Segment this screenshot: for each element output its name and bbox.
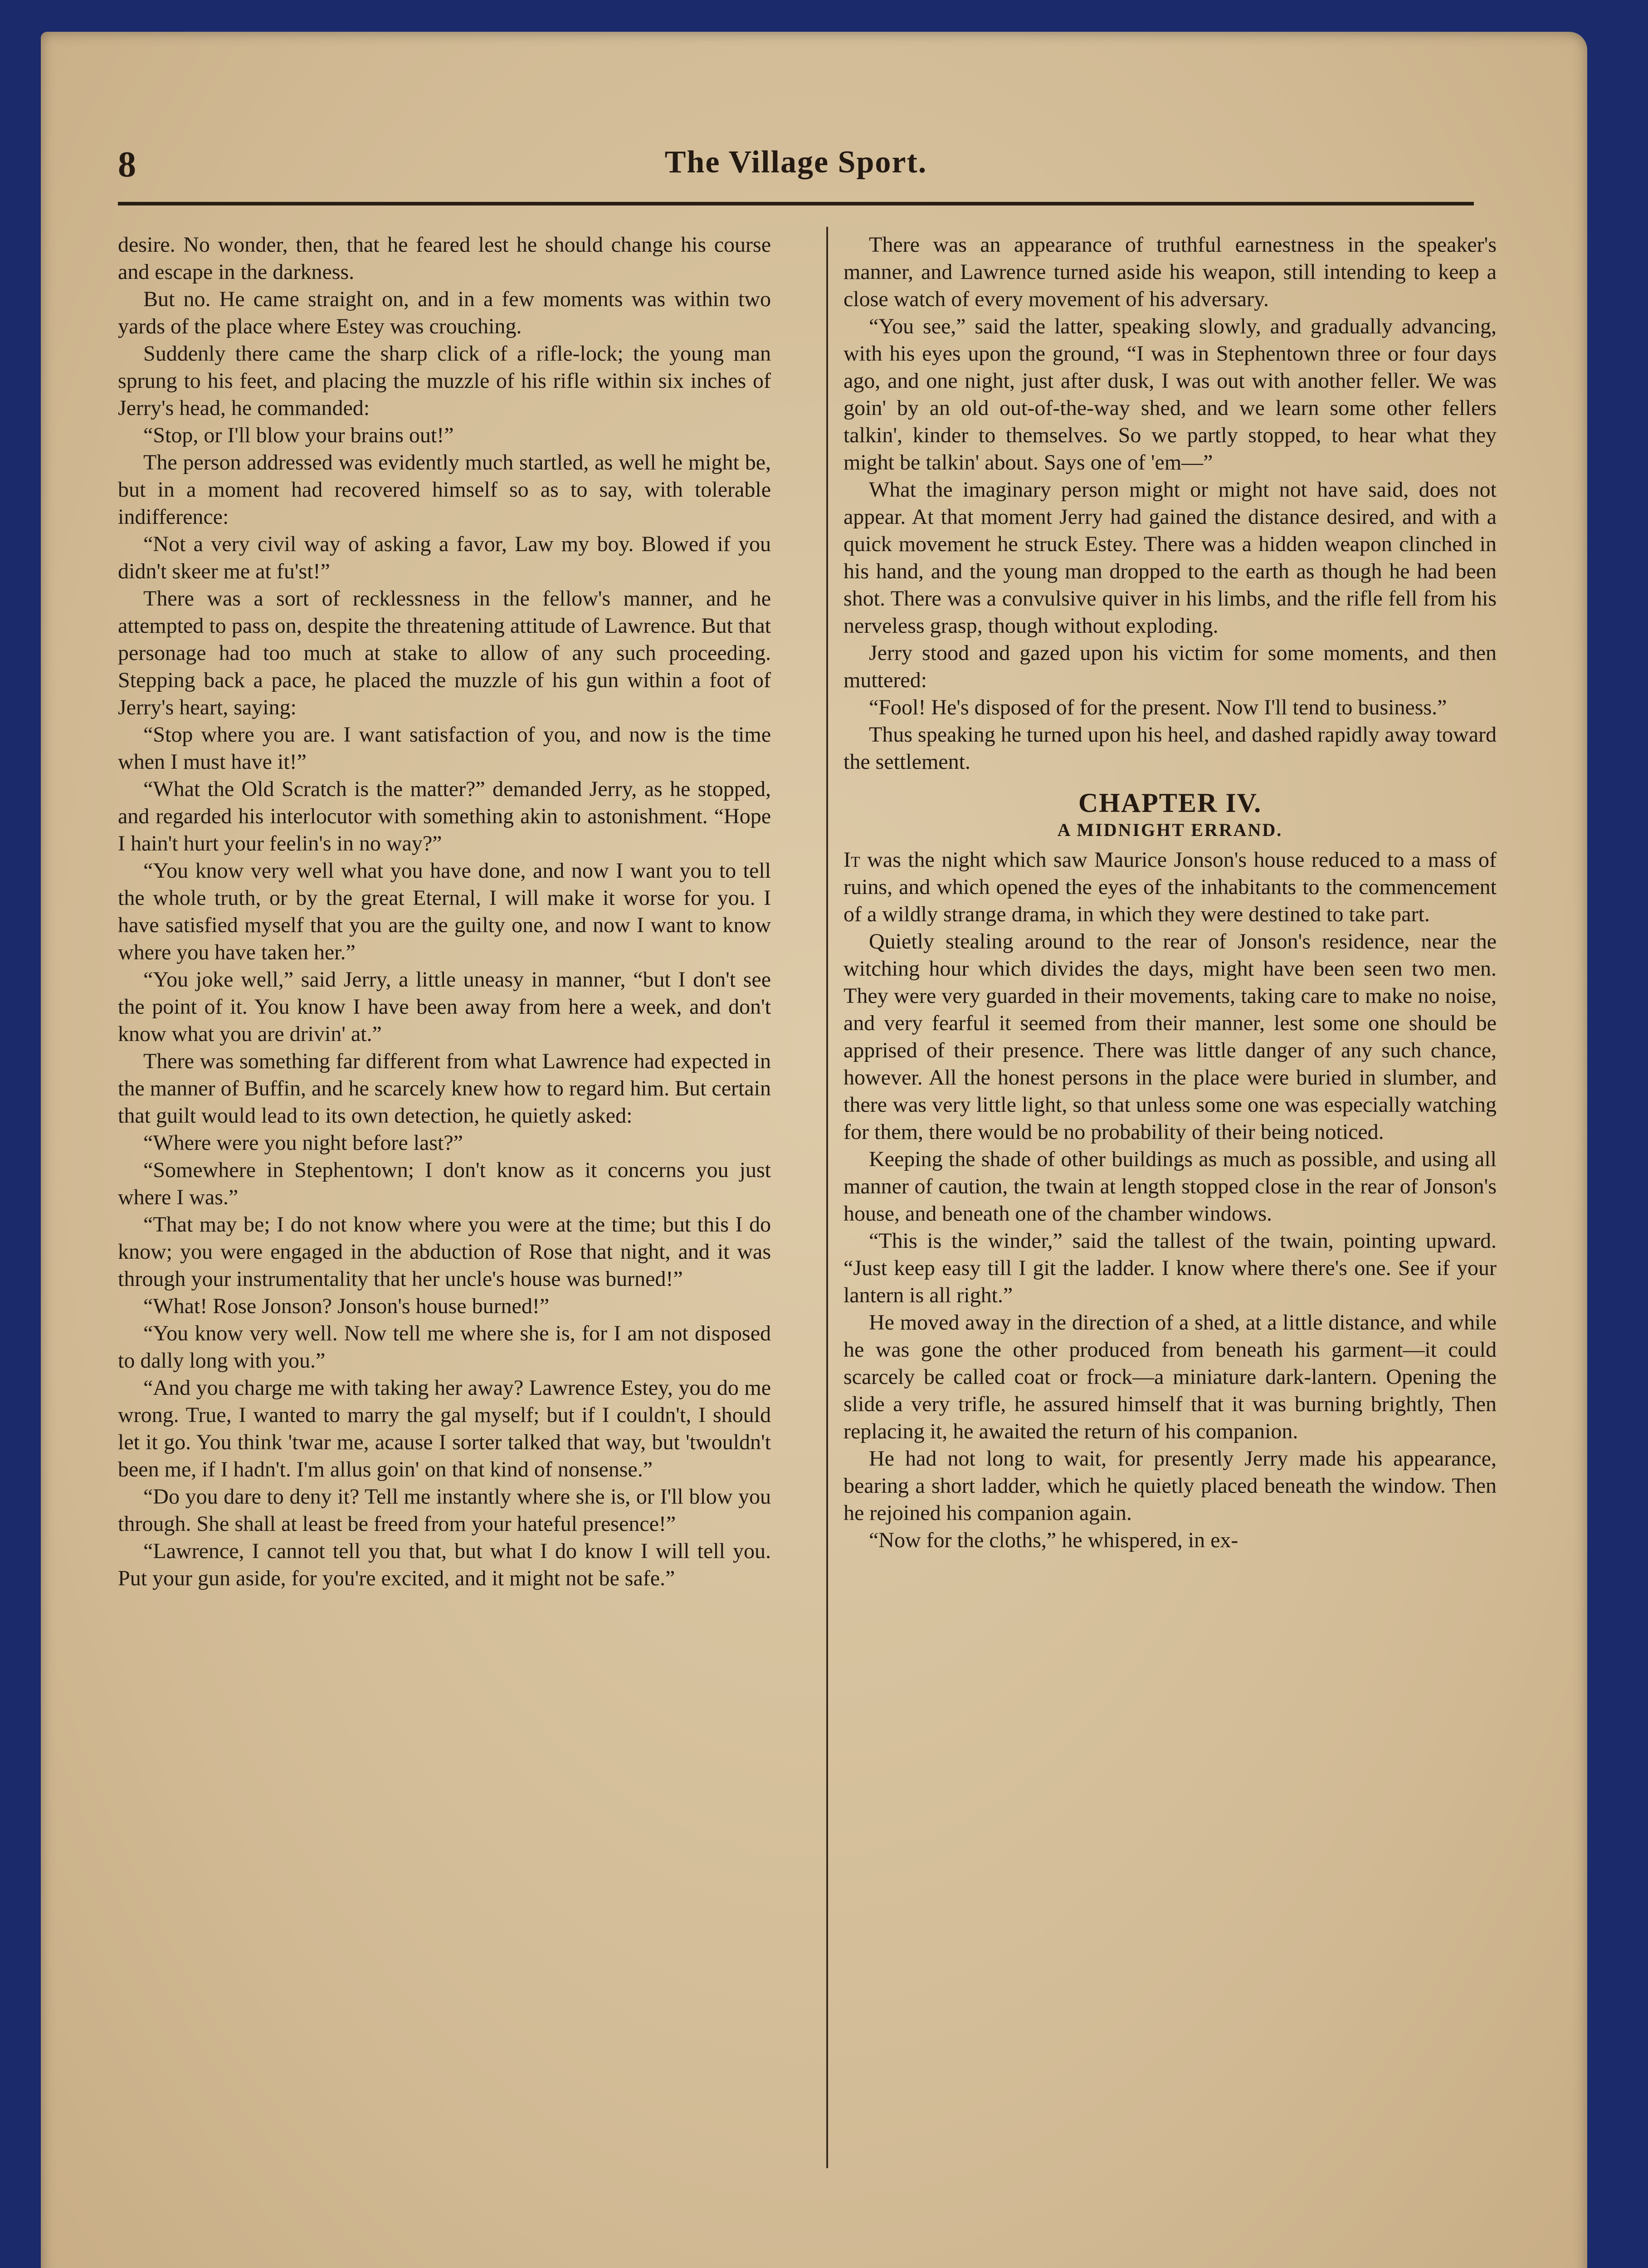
paragraph: “Stop, or I'll blow your brains out!” (143, 423, 454, 447)
paragraph: desire. No wonder, then, that he feared lest he should change his course and escape in the darkness. (118, 233, 771, 284)
paragraph: “And you charge me with taking her away? Lawrence Estey, you do me wrong. True, I wanted to marry the gal myself; but if I couldn't, I should let it go. You think 'twar me, acause I sorter talked that way, but 'twouldn't been me, if I hadn't. I'm allus goin' on that kind of nonsense.” (118, 1376, 771, 1481)
paragraph: “You know very well what you have done, and now I want you to tell the whole truth, or by the great Eternal, I will make it worse for you. I have satisfied myself that you are the guilty one, and now I want to know where you have taken her.” (118, 859, 771, 964)
paragraph: He moved away in the direction of a shed, at a little distance, and while he was gone the other produced from beneath his garment—it could scarcely be called coat or frock—a miniature dark-lantern. Opening the slide a very trifle, he assured himself that it was burning brightly, Then replacing it, he awaited the return of his companion. (844, 1310, 1497, 1443)
paragraph: “Fool! He's disposed of for the present. Now I'll tend to business.” (869, 695, 1447, 719)
page-number: 8 (118, 145, 136, 185)
paragraph: “You see,” said the latter, speaking slowly, and gradually advancing, with his eyes upon the ground, “I was in Stephentown three or four days ago, and one night, just after dusk, I was out with another feller. We was goin' by an old out-of-the-way shed, and we learn some other fellers talkin', kinder to themselves. So we partly stopped, to hear what they might be talkin' about. Says one of 'em—” (844, 314, 1497, 474)
paragraph: What the imaginary person might or might not have said, does not appear. At that moment Jerry had gained the distance desired, and with a quick movement he struck Estey. There was a hidden weapon clinched in his hand, and the young man dropped to the earth as though he had been shot. There was a convulsive quiver in his limbs, and the rifle fell from his nerveless grasp, though without exploding. (844, 478, 1497, 638)
paragraph: “Now for the cloths,” he whispered, in ex- (869, 1528, 1238, 1552)
paragraph: “Where were you night before last?” (143, 1131, 463, 1155)
paragraph: “This is the winder,” said the tallest of the twain, pointing upward. “Just keep easy till I git the ladder. I know where there's one. See if your lantern is all right.” (844, 1229, 1497, 1307)
paragraph: Jerry stood and gazed upon his victim for some moments, and then muttered: (844, 641, 1497, 692)
chapter-first-paragraph-text: was the night which saw Maurice Jonson's house reduced to a mass of ruins, and which opened the eyes of the inhabitants to the commencement of a wildly strange drama, in which they were destined to take part. (844, 848, 1497, 926)
paragraph: “Lawrence, I cannot tell you that, but what I do know I will tell you. Put your gun aside, for you're excited, and it might not be safe.” (118, 1539, 771, 1590)
page-header (118, 136, 1474, 204)
paragraph: “That may be; I do not know where you were at the time; but this I do know; you were engaged in the abduction of Rose that night, and it was through your instrumentality that her uncle's house was burned!” (118, 1212, 771, 1291)
column-divider (826, 227, 828, 2168)
paragraph: There was a sort of recklessness in the fellow's manner, and he attempted to pass on, despite the threatening attitude of Lawrence. But that personage had too much at stake to allow of any such proceeding. Stepping back a pace, he placed the muzzle of his gun within a foot of Jerry's heart, saying: (118, 587, 771, 719)
paragraph: Suddenly there came the sharp click of a rifle-lock; the young man sprung to his feet, and placing the muzzle of his rifle within six inches of Jerry's head, he commanded: (118, 342, 771, 420)
paragraph: Quietly stealing around to the rear of Jonson's residence, near the witching hour which divides the days, might have been seen two men. They were very guarded in their movements, taking care to make no noise, and very fearful it seemed from their manner, lest some one should be apprised of their presence. There was little danger of any such chance, however. All the honest persons in the place were buried in slumber, and there was very little light, so that unless some one was especially watching for them, there would be no probability of their being noticed. (844, 929, 1497, 1144)
paragraph: “You joke well,” said Jerry, a little uneasy in manner, “but I don't see the point of it. You know I have been away from here a week, and don't know what you are drivin' at.” (118, 968, 771, 1046)
chapter-subtitle: A MIDNIGHT ERRAND. (1057, 820, 1283, 840)
paragraph: “What! Rose Jonson? Jonson's house burned!” (143, 1294, 550, 1318)
paragraph: Keeping the shade of other buildings as much as possible, and using all manner of caution, the twain at length stopped close in the rear of Jonson's house, and beneath one of the chamber windows. (844, 1147, 1497, 1226)
paragraph: “Somewhere in Stephentown; I don't know as it concerns you just where I was.” (118, 1158, 771, 1209)
chapter-first-paragraph (844, 846, 1497, 928)
paragraph: There was something far different from what Lawrence had expected in the manner of Buffin, and he scarcely knew how to regard him. But certain that guilt would lead to its own detection, he quietly asked: (118, 1049, 771, 1128)
chapter-dropcap: It (844, 848, 860, 872)
chapter-title: CHAPTER IV. (1078, 788, 1262, 818)
paragraph: The person addressed was evidently much startled, as well he might be, but in a moment had recovered himself so as to say, with tolerable indifference: (118, 450, 771, 529)
header-rule (118, 202, 1474, 205)
running-title: The Village Sport. (664, 145, 927, 180)
right-column (844, 231, 1497, 1554)
paragraph: He had not long to wait, for presently Jerry made his appearance, bearing a short ladder, which he quietly placed beneath the window. Then he rejoined his companion again. (844, 1447, 1497, 1525)
paragraph: “Stop where you are. I want satisfaction of you, and now is the time when I must have it!” (118, 723, 771, 774)
paragraph: Thus speaking he turned upon his heel, and dashed rapidly away toward the settlement. (844, 723, 1497, 774)
paragraph: “What the Old Scratch is the matter?” demanded Jerry, as he stopped, and regarded his interlocutor with something akin to astonishment. “Hope I hain't hurt your feelin's in no way?” (118, 777, 771, 855)
left-column (118, 231, 771, 1592)
paragraph: “Do you dare to deny it? Tell me instantly where she is, or I'll blow you through. She shall at least be freed from your hateful presence!” (118, 1485, 771, 1536)
paragraph: “You know very well. Now tell me where she is, for I am not disposed to dally long with you.” (118, 1321, 771, 1373)
paragraph: But no. He came straight on, and in a few moments was within two yards of the place where Estey was crouching. (118, 287, 771, 338)
paragraph: There was an appearance of truthful earnestness in the speaker's manner, and Lawrence turned aside his weapon, still intending to keep a close watch of every movement of his adversary. (844, 233, 1497, 311)
paragraph: “Not a very civil way of asking a favor, Law my boy. Blowed if you didn't skeer me at fu'st!” (118, 532, 771, 583)
